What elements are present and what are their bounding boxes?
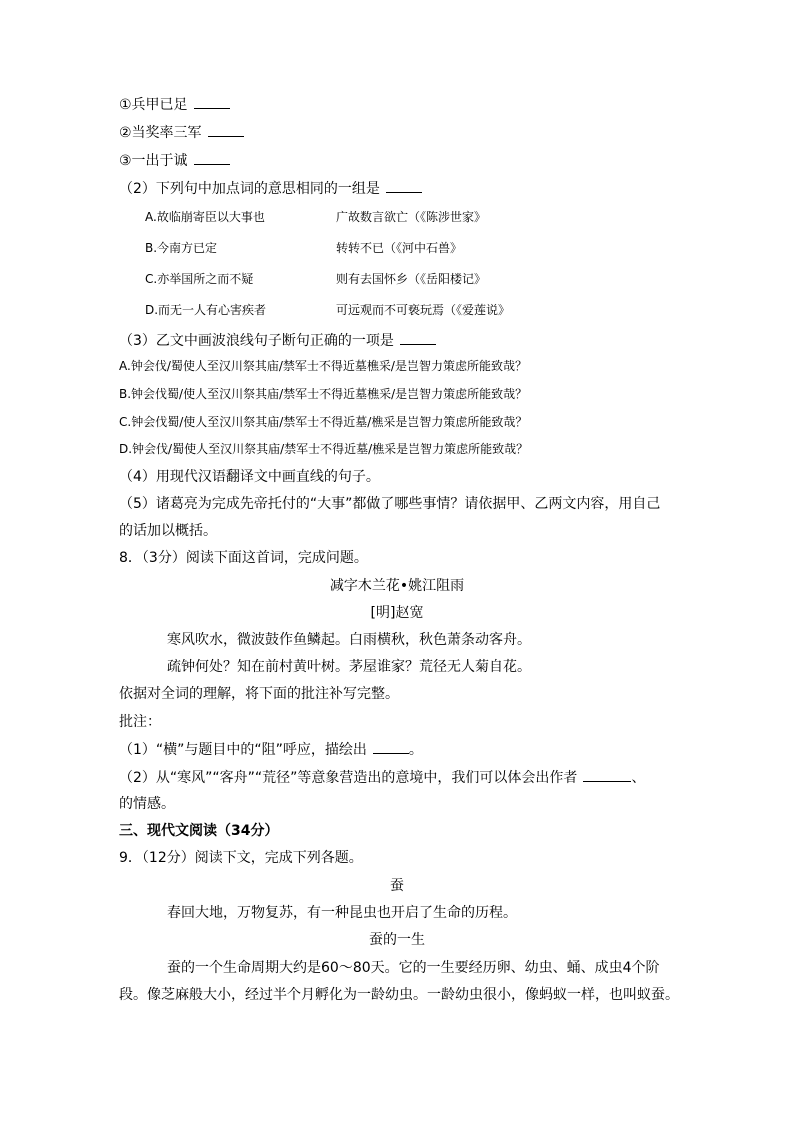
answer-blank[interactable] (386, 178, 422, 193)
article-paragraph-line-2: 段。像芝麻般大小，经过半个月孵化为一龄幼虫。一龄幼虫很小，像蚂蚁一样，也叫蚁蚕。 (119, 987, 679, 1003)
article-subtitle: 蚕的一生 (369, 932, 425, 948)
q7-2-stem (119, 178, 422, 199)
poem-line-1: 寒风吹水，微波鼓作鱼鳞起。白雨横秋，秋色萧条动客舟。 (167, 632, 531, 648)
annotation-1 (119, 739, 423, 760)
q7-3-option-d: D.钟会伐/蜀使人至汉川祭其庙/禁军士不得近墓/樵采是岂智力策虑所能致哉？ (119, 442, 529, 456)
question-text: （2）下列句中加点词的意思相同的一组是 (119, 181, 380, 197)
q7-5-stem-line-2: 的话加以概括。 (119, 523, 217, 539)
annotation-text: （1）“横”与题目中的“阻”呼应，描绘出 (119, 742, 367, 758)
q7-2-option-c-left: C.亦举国所之而不疑 (145, 272, 254, 286)
q7-item-3 (119, 150, 230, 171)
q7-2-option-c-right: 则有去国怀乡（《岳阳楼记》 (336, 272, 487, 286)
punctuation: 、 (631, 770, 646, 786)
q7-3-option-b: B.钟会伐蜀/使人至汉川祭其庙/禁军士不得近墓樵采/是岂智力策虑所能致哉？ (119, 387, 528, 401)
article-intro: 春回大地，万物复苏，有一种昆虫也开启了生命的历程。 (167, 905, 517, 921)
answer-blank[interactable] (194, 150, 230, 165)
section-heading: 三、现代文阅读（34分） (119, 823, 279, 839)
answer-blank[interactable] (400, 330, 436, 345)
q7-2-option-d-right: 可远观而不可亵玩焉（《爱莲说》 (336, 303, 511, 317)
q8-instruction: 依据对全词的理解，将下面的批注补写完整。 (119, 686, 399, 702)
question-text: （3）乙文中画波浪线句子断句正确的一项是 (119, 333, 394, 349)
article-paragraph-line-1: 蚕的一个生命周期大约是60～80天。它的一生要经历卵、幼虫、蛹、成虫4个阶 (167, 960, 660, 976)
article-title: 蚕 (390, 878, 404, 894)
q7-3-stem (119, 330, 436, 351)
annotation-label: 批注： (119, 714, 161, 730)
answer-blank[interactable] (194, 94, 230, 109)
poem-title: 减字木兰花•姚江阻雨 (329, 578, 465, 594)
item-text: ①兵甲已足 (119, 97, 188, 113)
q7-2-option-d-left: D.而无一人有心害疾者 (145, 303, 267, 317)
q7-5-stem-line-1: （5）诸葛亮为完成先帝托付的“大事”都做了哪些事情？请依据甲、乙两文内容，用自己 (119, 496, 661, 512)
q7-2-option-b-left: B.今南方已定 (145, 241, 218, 255)
q9-stem: 9．（12分）阅读下文，完成下列各题。 (119, 850, 363, 866)
poem-line-2: 疏钟何处？知在前村黄叶树。茅屋谁家？荒径无人菊自花。 (167, 659, 531, 675)
q7-3-option-a: A.钟会伐/蜀使人至汉川祭其庙/禁军士不得近墓樵采/是岂智力策虑所能致哉？ (119, 359, 527, 373)
q7-item-1 (119, 94, 230, 115)
punctuation: 。 (408, 742, 423, 758)
annotation-2 (119, 767, 645, 788)
annotation-text: （2）从“寒风”“客舟”“荒径”等意象营造出的意境中，我们可以体会出作者 (119, 770, 578, 786)
q7-2-option-a-right: 广故数言欲亡（《陈涉世家》 (336, 210, 487, 224)
q7-item-2 (119, 122, 244, 143)
annotation-2-line-2: 的情感。 (119, 796, 175, 812)
answer-blank[interactable] (583, 767, 631, 782)
q7-2-option-a-left: A.故临崩寄臣以大事也 (145, 210, 265, 224)
q7-2-option-b-right: 转转不已（《河中石兽》 (336, 241, 463, 255)
answer-blank[interactable] (373, 739, 409, 754)
answer-blank[interactable] (208, 122, 244, 137)
q8-stem: 8．（3分）阅读下面这首词，完成问题。 (119, 550, 368, 566)
q7-4-stem: （4）用现代汉语翻译文中画直线的句子。 (119, 469, 380, 485)
item-text: ②当奖率三军 (119, 125, 202, 141)
item-text: ③一出于诚 (119, 153, 188, 169)
poem-author: [明]赵宽 (370, 605, 424, 621)
q7-3-option-c: C.钟会伐蜀/使人至汉川祭其庙/禁军士不得近墓/樵采是岂智力策虑所能致哉？ (119, 415, 528, 429)
